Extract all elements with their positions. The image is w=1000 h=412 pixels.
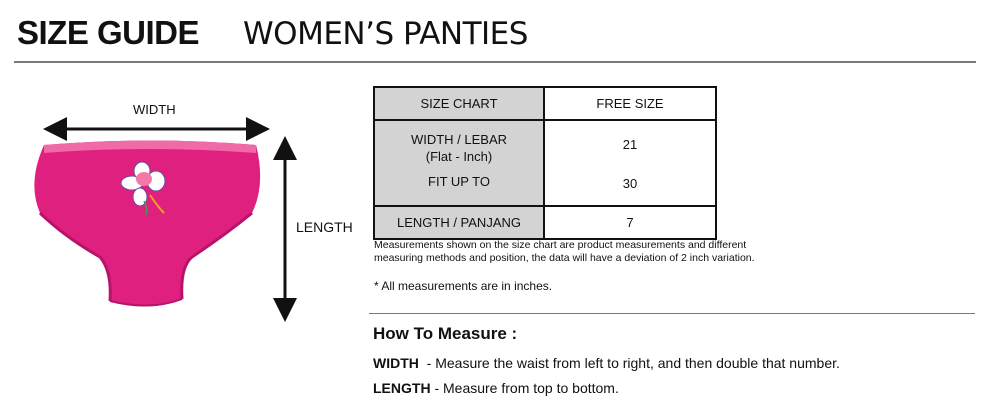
flat-inch-label: (Flat - Inch) xyxy=(425,149,493,164)
length-panjang-label: LENGTH / PANJANG xyxy=(374,206,544,239)
free-size-header: FREE SIZE xyxy=(544,87,716,120)
garment-figure xyxy=(20,95,360,325)
width-instruction-text: - Measure the waist from left to right, and then double that number. xyxy=(418,355,840,371)
length-instruction-text: - Measure from top to bottom. xyxy=(430,380,619,396)
width-fit-value-cell xyxy=(544,120,716,206)
size-chart-header: SIZE CHART xyxy=(374,87,544,120)
width-instruction xyxy=(373,355,840,371)
note-line-1: Measurements shown on the size chart are product measurements and different xyxy=(374,239,747,251)
page-header xyxy=(17,14,528,54)
fit-up-to-label: FIT UP TO xyxy=(428,174,490,189)
width-term: WIDTH xyxy=(373,355,419,371)
panties-illustration xyxy=(34,141,260,307)
inches-note: * All measurements are in inches. xyxy=(374,279,553,293)
width-fit-label-cell xyxy=(374,120,544,206)
section-divider xyxy=(369,313,975,314)
table-row xyxy=(374,206,716,239)
width-label: WIDTH xyxy=(133,102,176,117)
product-title: WOMEN’S PANTIES xyxy=(243,16,528,52)
length-value: 7 xyxy=(544,206,716,239)
length-term: LENGTH xyxy=(373,380,431,396)
width-value: 21 xyxy=(622,137,638,152)
table-row xyxy=(374,120,716,206)
how-to-measure-title: How To Measure : xyxy=(373,324,518,343)
length-label: LENGTH xyxy=(296,219,353,235)
size-chart-table xyxy=(373,86,717,240)
measurement-note xyxy=(374,239,814,265)
width-lebar-label: WIDTH / LEBAR xyxy=(410,132,508,147)
size-guide-title: SIZE GUIDE xyxy=(17,14,200,51)
table-header-row xyxy=(374,87,716,120)
note-line-2: measuring methods and position, the data will have a deviation of 2 inch variation. xyxy=(374,252,755,264)
fit-value: 30 xyxy=(622,176,638,191)
header-divider xyxy=(14,61,976,63)
length-instruction xyxy=(373,380,619,396)
